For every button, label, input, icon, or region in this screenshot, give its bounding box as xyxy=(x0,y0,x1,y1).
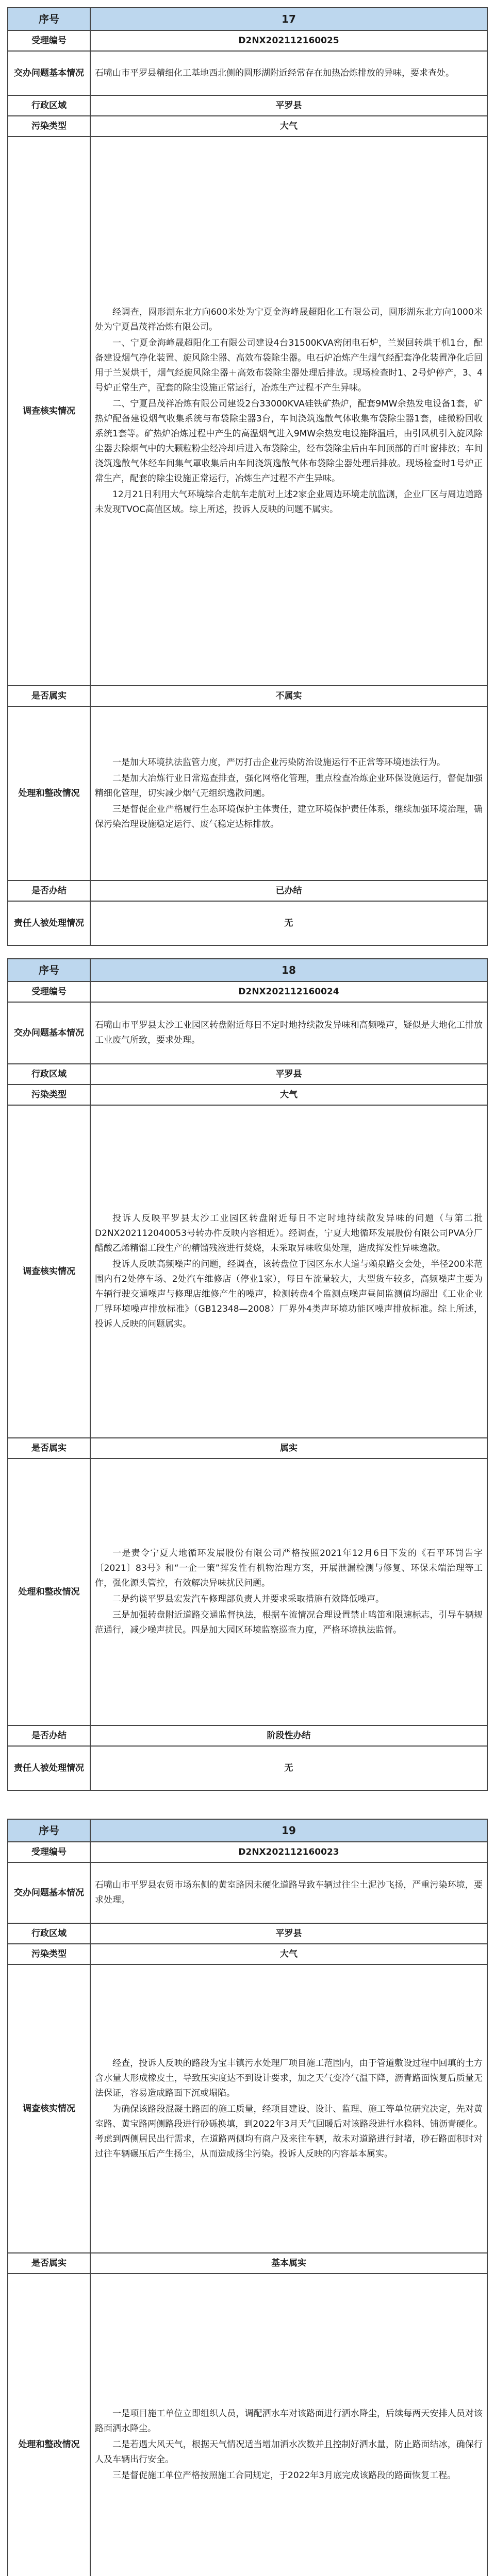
investigation-paragraph: 为确保该路段混凝土路面的施工质量，经项目建设、设计、监理、施工等单位研究决定，先对黄室路、黄宝路两侧路段进行砂砾换填，到2022年3月天气回暖后对该路段进行水稳料、铺沥青硬化。考虑到两侧居民出行需求，在道路两侧均有商户及来往车辆，故未对道路进行封堵，砂石路面积时对过往车辆碾压后产生扬尘，从而造成扬尘污染。投诉人反映的内容基本属实。 xyxy=(95,2104,483,2159)
seq-label: 序号 xyxy=(8,1819,90,1842)
investigation-label: 调查核实情况 xyxy=(8,1964,90,2253)
investigation-paragraph: 经调查，圆形湖东北方向600米处为宁夏金海峰晟超阳化工有限公司，圆形湖东北方向1000米处为宁夏昌茂祥冶炼有限公司。 xyxy=(95,307,483,332)
investigation-label: 调查核实情况 xyxy=(8,1105,90,1438)
region-value: 平罗县 xyxy=(90,1064,487,1084)
region-label: 行政区域 xyxy=(8,95,90,116)
verified-value: 不属实 xyxy=(90,686,487,706)
case-table-19 xyxy=(7,1819,488,2576)
handling-value xyxy=(90,2274,487,2576)
handling-paragraph: 三是加强转盘附近道路交通监督执法，根据车流情况合理设置禁止鸣笛和限速标志，引导车辆规范通行，减少噪声扰民。四是加大园区环境监察巡查力度，严格环境执法监督。 xyxy=(95,1610,483,1635)
investigation-paragraph: 投诉人反映平罗县太沙工业园区转盘附近每日不定时地持续散发异味的问题（与第二批D2NX202112040053号转办件反映内容相近）。经调查，宁夏大地循环发展股份有限公司PVA分厂醋酸乙烯精馏工段生产的精馏残液进行焚烧，未采取异味收集处理，造成挥发性异味逸散。 xyxy=(95,1213,483,1253)
region-label: 行政区域 xyxy=(8,1923,90,1944)
handling-paragraph: 二是约谈平罗县宏发汽车修理部负责人并要求采取措施有效降低噪声。 xyxy=(112,1594,384,1604)
type-value: 大气 xyxy=(90,1944,487,1964)
problem-label: 交办问题基本情况 xyxy=(8,1002,90,1064)
type-label: 污染类型 xyxy=(8,1944,90,1964)
investigation-value xyxy=(90,1964,487,2253)
region-value: 平罗县 xyxy=(90,95,487,116)
region-label: 行政区域 xyxy=(8,1064,90,1084)
closed-value: 阶段性办结 xyxy=(90,1725,487,1746)
investigation-paragraph: 经查，投诉人反映的路段为宝丰镇污水处理厂项目施工范围内，由于管道敷设过程中回填的土方含水量大形成橡皮土，导致压实度达不到设计要求，加之天气变冷气温下降，沥青路面恢复后质量无法保证，容易造成路面下沉或塌陷。 xyxy=(95,2058,483,2098)
responsible-value: 无 xyxy=(90,901,487,945)
code-value: D2NX202112160025 xyxy=(90,30,487,51)
investigation-paragraph: 投诉人反映高频噪声的问题，经调查，该转盘位于园区东水大道与赖泉路交会处，半径200米范围内有2处停车场、2处汽车维修店（停业1家），每日车流量较大，大型货车较多，高频噪声主要为车辆行驶交通噪声与修理店维修产生的噪声，检测转盘4个监测点噪声昼间监测值均超出《工业企业厂界环境噪声排放标准》（GB12348—2008）厂界外4类声环境功能区噪声排放标准。综上所述，投诉人反映的问题属实。 xyxy=(95,1259,483,1329)
handling-label: 处理和整改情况 xyxy=(8,2274,90,2576)
handling-paragraph: 一是加大环境执法监管力度，严厉打击企业污染防治设施运行不正常等环境违法行为。 xyxy=(112,757,446,768)
investigation-label: 调查核实情况 xyxy=(8,137,90,686)
problem-value: 石嘴山市平罗县太沙工业园区转盘附近每日不定时地持续散发异味和高频噪声，疑似是大地化工排放工业废气所致，要求处理。 xyxy=(90,1002,487,1064)
type-label: 污染类型 xyxy=(8,1084,90,1105)
case-table-18 xyxy=(7,958,488,1791)
handling-value xyxy=(90,706,487,880)
seq-value: 19 xyxy=(90,1819,487,1842)
seq-label: 序号 xyxy=(8,959,90,981)
verified-label: 是否属实 xyxy=(8,686,90,706)
handling-paragraph: 二是若遇大风天气，根据天气情况适当增加洒水次数并且控制好洒水量，防止路面结冰，确保行人及车辆出行安全。 xyxy=(95,2439,483,2465)
problem-value: 石嘴山市平罗县精细化工基地西北侧的圆形湖附近经常存在加热冶炼排放的异味，要求查处。 xyxy=(90,51,487,95)
handling-paragraph: 三是督促企业严格履行生态环境保护主体责任，建立环境保护责任体系，继续加强环境治理，确保污染治理设施稳定运行、废气稳定达标排放。 xyxy=(95,804,483,829)
investigation-paragraph: 12月21日利用大气环境综合走航车走航对上述2家企业周边环境走航监测，企业厂区与周边道路未发现TVOC高值区域。综上所述，投诉人反映的问题不属实。 xyxy=(95,489,483,515)
investigation-paragraph: 一、宁夏金海峰晟超阳化工有限公司建设4台31500KVA密闭电石炉，兰炭回转烘干机1台，配备建设烟气净化装置、旋风除尘器、高效布袋除尘器。电石炉冶炼产生烟气经配套净化装置净化后回用于兰炭烘干，烟气经旋风除尘器＋高效布袋除尘器处理后排放。现场检查时1、2号炉停产，3、4号炉正常生产，配套的除尘设施正常运行，冶炼生产过程不产生异味。 xyxy=(95,338,483,393)
code-value: D2NX202112160023 xyxy=(90,1842,487,1862)
handling-paragraph: 二是加大冶炼行业日常巡查排查，强化网格化管理，重点检查冶炼企业环保设施运行，督促加强精细化管理，切实减少烟气无组织逸散问题。 xyxy=(95,773,483,799)
investigation-value xyxy=(90,137,487,686)
type-value: 大气 xyxy=(90,1084,487,1105)
type-value: 大气 xyxy=(90,116,487,137)
seq-value: 18 xyxy=(90,959,487,981)
responsible-label: 责任人被处理情况 xyxy=(8,1746,90,1790)
code-label: 受理编号 xyxy=(8,981,90,1002)
verified-value: 属实 xyxy=(90,1438,487,1459)
seq-value: 17 xyxy=(90,8,487,30)
problem-value: 石嘴山市平罗县农贸市场东侧的黄室路因未硬化道路导致车辆过往尘土泥沙飞扬，严重污染环境，要求处理。 xyxy=(90,1862,487,1923)
responsible-label: 责任人被处理情况 xyxy=(8,901,90,945)
investigation-paragraph: 二、宁夏昌茂祥冶炼有限公司建设2台33000KVA硅铁矿热炉，配套9MW余热发电设备1套，矿热炉配备建设烟气收集系统与布袋除尘器3台，车间浇筑逸散气体收集布袋除尘器1套，硅微粉回收系统1套等。矿热炉冶炼过程中产生的高温烟气进入9MW余热发电设施降温后，由引风机引入旋风除尘器去除烟气中的大颗粒粉尘经冷却后进入布袋除尘，经布袋除尘后由车间顶部的百叶窗排放；车间浇筑逸散气体经车间集气罩收集后由车间浇筑逸散气体布袋除尘器处理后排放。现场检查时1号炉正常生产，配套的除尘设施正常运行，冶炼生产过程不产生异味。 xyxy=(95,399,483,484)
seq-label: 序号 xyxy=(8,8,90,30)
investigation-value xyxy=(90,1105,487,1438)
handling-label: 处理和整改情况 xyxy=(8,1459,90,1725)
closed-label: 是否办结 xyxy=(8,1725,90,1746)
code-label: 受理编号 xyxy=(8,30,90,51)
type-label: 污染类型 xyxy=(8,116,90,137)
code-value: D2NX202112160024 xyxy=(90,981,487,1002)
handling-paragraph: 一是项目施工单位立即组织人员，调配洒水车对该路面进行洒水降尘，后续每两天安排人员对该路面洒水降尘。 xyxy=(95,2408,483,2434)
code-label: 受理编号 xyxy=(8,1842,90,1862)
region-value: 平罗县 xyxy=(90,1923,487,1944)
handling-value xyxy=(90,1459,487,1725)
closed-value: 已办结 xyxy=(90,880,487,901)
problem-label: 交办问题基本情况 xyxy=(8,51,90,95)
closed-label: 是否办结 xyxy=(8,880,90,901)
verified-value: 基本属实 xyxy=(90,2253,487,2274)
handling-paragraph: 一是责令宁夏大地循环发展股份有限公司严格按照2021年12月6日下发的《石平环罚告字〔2021〕83号》和“一企一策”挥发性有机物治理方案，开展泄漏检测与修复、环保未端治理等工作，强化源头管控，有效解决异味扰民问题。 xyxy=(95,1548,483,1588)
handling-paragraph: 三是督促施工单位严格按照施工合同规定，于2022年3月底完成该路段的路面恢复工程。 xyxy=(112,2470,456,2481)
handling-label: 处理和整改情况 xyxy=(8,706,90,880)
problem-label: 交办问题基本情况 xyxy=(8,1862,90,1923)
verified-label: 是否属实 xyxy=(8,1438,90,1459)
responsible-value: 无 xyxy=(90,1746,487,1790)
verified-label: 是否属实 xyxy=(8,2253,90,2274)
case-table-17 xyxy=(7,7,488,946)
